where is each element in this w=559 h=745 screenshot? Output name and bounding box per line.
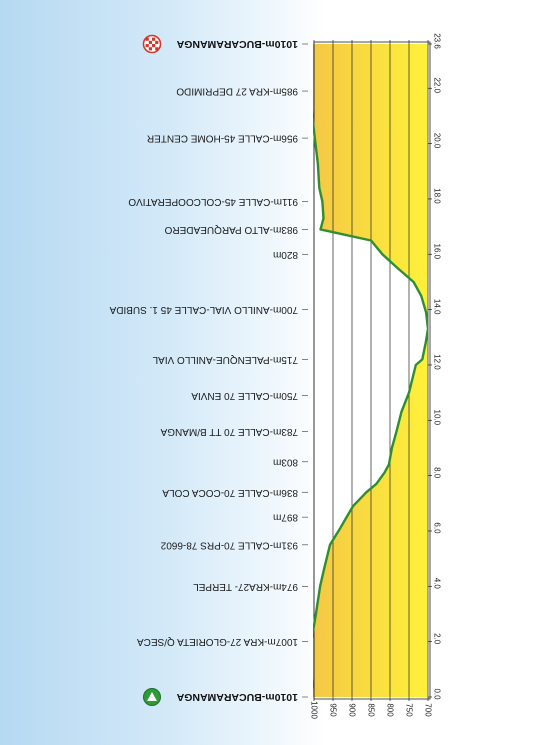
finish-icon-check — [146, 38, 149, 41]
waypoint-label-1: 1007m-KRA 27-GLORIETA Q/SECA — [137, 636, 298, 648]
y-tick-label-900: 900 — [347, 703, 357, 717]
finish-icon-check — [149, 41, 152, 44]
x-tick-label-0.0: 0.0 — [432, 688, 442, 700]
waypoint-label-6: 803m — [272, 456, 298, 468]
y-tick-label-850: 850 — [366, 703, 376, 717]
waypoint-label-11: 820m — [272, 248, 298, 260]
finish-icon-check — [155, 47, 158, 50]
x-tick-label-14.0: 14.0 — [432, 298, 442, 315]
waypoint-label-14: 956m-CALLE 45-HOME CENTER — [146, 132, 298, 144]
finish-icon-check — [155, 41, 158, 44]
waypoint-label-4: 897m — [272, 511, 298, 523]
x-tick-label-12.0: 12.0 — [432, 354, 442, 370]
waypoint-label-10: 700m-ANILLO VIAL-CALLE 45 1. SUBIDA — [109, 304, 298, 316]
y-tick-label-1000: 1000 — [309, 701, 319, 719]
x-tick-label-23.6: 23.6 — [432, 33, 442, 49]
y-tick-label-950: 950 — [328, 703, 338, 717]
waypoint-label-16: 1010m-BUCARAMANGA — [176, 38, 298, 50]
y-tick-label-750: 750 — [404, 703, 414, 717]
finish-icon-check — [152, 38, 155, 41]
finish-icon-check — [149, 47, 152, 50]
x-tick-label-8.0: 8.0 — [432, 467, 442, 479]
waypoint-label-12: 983m-ALTO PARQUEADERO — [164, 223, 298, 235]
finish-icon-check — [146, 44, 149, 47]
waypoint-label-2: 974m-KRA27- TERPEL — [193, 580, 298, 592]
x-tick-label-16.0: 16.0 — [432, 243, 442, 260]
waypoint-label-13: 911m-CALLE 45-COLCOOPERATIVO — [128, 196, 298, 208]
finish-icon — [144, 36, 161, 53]
waypoint-label-3: 931m-CALLE 70-PRS 78-6602 — [160, 539, 298, 551]
x-tick-label-10.0: 10.0 — [432, 409, 442, 426]
x-tick-label-2.0: 2.0 — [432, 633, 442, 645]
start-icon — [144, 689, 161, 706]
x-tick-label-18.0: 18.0 — [432, 188, 442, 204]
waypoint-label-15: 985m-KRA 27 DEPRIMIDO — [176, 85, 298, 97]
x-tick-label-4.0: 4.0 — [432, 577, 442, 589]
y-tick-label-700: 700 — [423, 703, 433, 717]
x-tick-label-20.0: 20.0 — [432, 132, 442, 149]
waypoint-label-0: 1010m-BUCARAMANGA — [176, 691, 298, 703]
x-tick-label-6.0: 6.0 — [432, 522, 442, 534]
waypoint-label-9: 715m-PALENQUE-ANILLO VIAL — [152, 353, 298, 365]
x-tick-label-22.0: 22.0 — [432, 77, 442, 94]
waypoint-label-7: 783m-CALLE 70 TT B/MANGA — [160, 425, 298, 437]
finish-icon-check — [152, 44, 155, 47]
y-axis-ticks — [310, 701, 433, 719]
y-tick-label-800: 800 — [385, 703, 395, 717]
waypoint-labels — [109, 38, 308, 703]
waypoint-label-5: 836m-CALLE 70-COCA COLA — [162, 486, 298, 498]
waypoint-label-8: 750m-CALLE 70 ENVIA — [191, 389, 298, 401]
